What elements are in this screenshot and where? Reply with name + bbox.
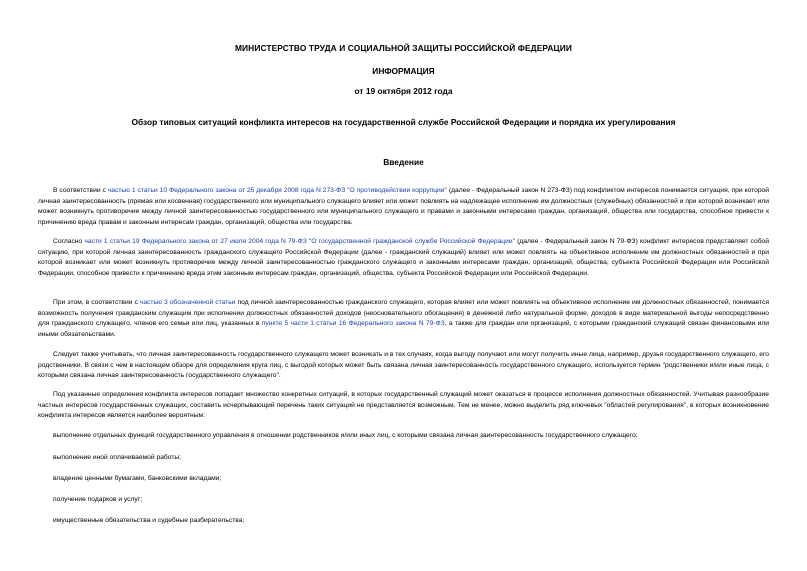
paragraph-1-text-b: (далее - Федеральный закон N 273-ФЗ) под конфликтом интересов понимается ситуация, при которой личная заинтересованность (прямая или косвенная) государственного или муниципального служащего влияет или может повлиять на надлежащее исполнение им должностных (служебных) обязанностей и при которой возникает или может возникнуть противоречие между личной заинтересованностью государственного или муниципального служащего и правами и законными интересами граждан, организаций, общества или государства, способное привести к причинению вреда правам и законным интересам граждан, организаций, общества или государства. [38,187,770,226]
paragraph-5 [38,390,769,422]
document-date: от 19 октября 2012 года [354,86,453,96]
ministry-name: МИНИСТЕРСТВО ТРУДА И СОЦИАЛЬНОЙ ЗАЩИТЫ РОССИЙСКОЙ ФЕДЕРАЦИИ [234,43,572,53]
paragraph-1 [38,186,769,228]
paragraph-5-text: Под указанные определения конфликта интересов попадает множество конкретных ситуаций, в которых государственный служащий может оказаться в процессе исполнения должностных обязанностей. Учитывая разнообразие частных интересов государственных служащих, составить исчерпывающий перечень таких ситуаций не представляется возможным. Тем не менее, можно выделить ряд ключевых "областей регулирования", в которых возникновение конфликта интересов является наиболее вероятным: [38,391,769,420]
paragraph-2 [38,237,769,279]
paragraph-3-text-c: , а также для граждан или организаций, с которыми гражданский служащий связан финансовыми или иными обязательствами. [38,320,769,338]
list-item: выполнение отдельных функций государственного управления в отношении родственников и/или иных лиц, с которыми связана личная заинтересованность государственного служащего; [53,432,638,439]
document-type: ИНФОРМАЦИЯ [372,66,435,76]
paragraph-3 [38,298,769,340]
paragraph-4-text: Следует также учитывать, что личная заинтересованность государственного служащего может возникать и в тех случаях, когда выгоду получают или могут получить иные лица, например, друзья государственного служащего, его родственники. В связи с чем в настоящем обзоре для определения круга лиц, с выгодой которых может быть связана личная заинтересованность государственного служащего, используется термин "родственники и/или иные лица, с которыми связана личная заинтересованность государственного служащего". [38,351,769,380]
paragraph-3-text-a: При этом, в соответствии с [53,299,140,306]
section-heading-introduction: Введение [383,157,424,167]
list-item: выполнение иной оплачиваемой работы; [53,454,182,461]
list-item: получение подарков и услуг; [53,496,143,503]
list-item: владение ценными бумагами, банковскими вкладами; [53,475,222,482]
link-law-273-fz-article-10[interactable]: частью 1 статьи 10 Федерального закона от 25 декабря 2008 года N 273-ФЗ "О противодействии коррупции" [107,187,447,194]
paragraph-4 [38,350,769,382]
paragraph-2-text-a: Согласно [53,238,85,245]
link-law-79-fz-article-16[interactable]: пункте 5 части 1 статьи 16 Федерального закона N 79-ФЗ [261,320,445,328]
document-title: Обзор типовых ситуаций конфликта интересов на государственной службе Российской Федерации и порядка их урегулирования [131,117,676,127]
list-item: имущественные обязательства и судебные разбирательства; [53,517,245,524]
paragraph-3-text-b: под личной заинтересованностью гражданского служащего, которая влияет или может повлиять на объективное исполнение им должностных обязанностей, понимается возможность получения гражданским служащим при исполнении должностных обязанностей доходов (неосновательного обогащения) в денежной либо натуральной форме, доходов в виде материальной выгоды непосредственно для гражданского служащего, членов его семьи или лиц, указанных в [38,299,769,328]
paragraph-2-text-b: (далее - Федеральный закон N 79-ФЗ) конфликт интересов представляет собой ситуацию, при которой личная заинтересованность гражданского служащего Российской Федерации (далее - гражданский служащий) влияет или может повлиять на объективное исполнение им должностных обязанностей и при которой возникает или может возникнуть противоречие между личной заинтересованностью гражданского служащего и законными интересами граждан, организаций, общества, субъекта Российской Федерации или Российской Федерации, способное привести к причинению вреда этим законным интересам граждан, организаций, общества, субъекта Российской Федерации или Российской Федерации. [38,238,769,277]
link-part-3-article[interactable]: частью 3 обозначенной статьи [139,299,236,306]
paragraph-1-text-a: В соответствии с [53,187,108,194]
link-law-79-fz-article-19[interactable]: части 1 статьи 19 Федерального закона от 27 июля 2004 года N 79-ФЗ "О государственной гражданской службе Российской Федерации" [84,238,515,245]
